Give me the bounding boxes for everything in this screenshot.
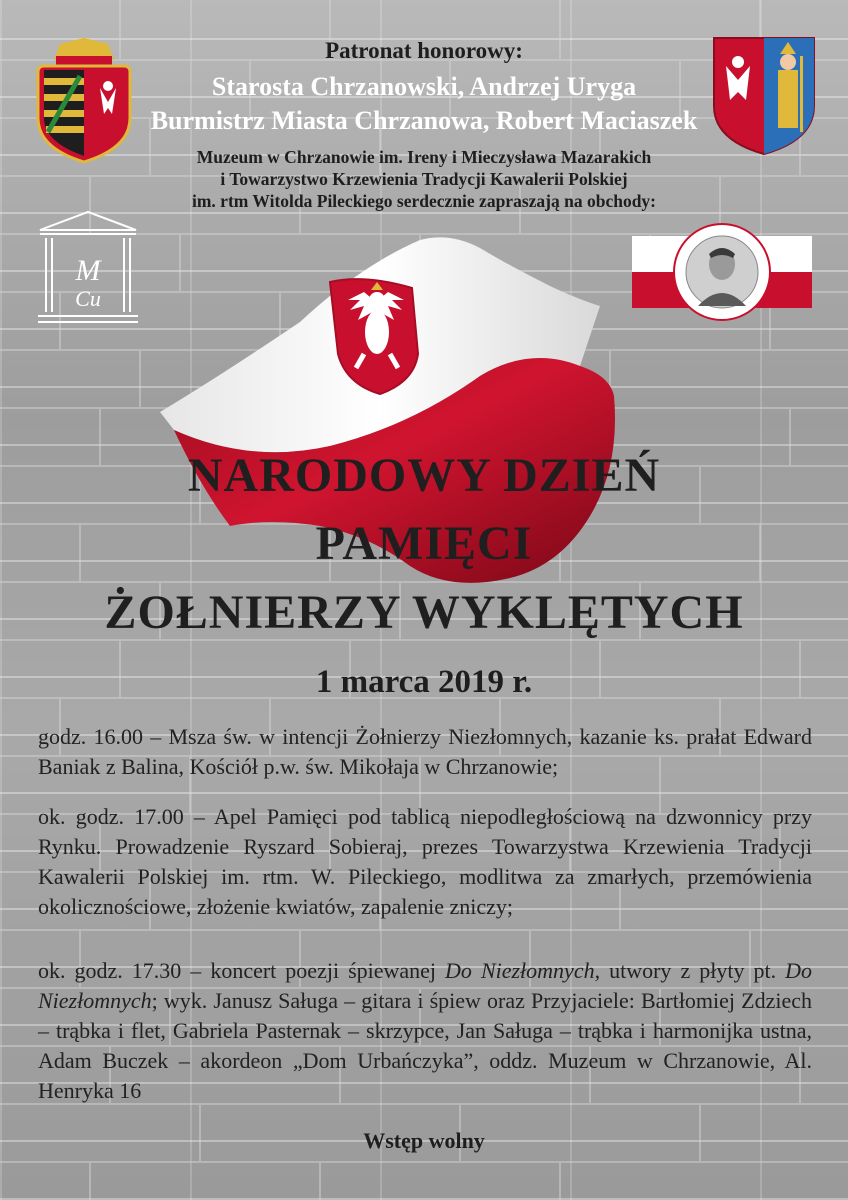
concert-title-2: Do Niezłomnych <box>38 958 812 1013</box>
concert-title-1: Do Niezłomnych <box>445 958 595 983</box>
title-line-2: PAMIĘCI <box>315 517 533 570</box>
program-item-concert <box>38 956 812 1106</box>
concert-text-c: ; wyk. Janusz Saługa – gitara i śpiew oraz Przyjaciele: Bartłomiej Zdziech – trąbka i flet, Gabriela Pasternak – skrzypce, Jan Saługa – trąbka i harmonijka ustna, Adam Buczek – akordeon „Dom Urbańczyka”, oddz. Muzeum w Chrzanowie, Al. Henryka 16 <box>38 988 812 1103</box>
concert-text-a: ok. godz. 17.30 – koncert poezji śpiewanej <box>38 958 446 983</box>
patron-starosta: Starosta Chrzanowski, Andrzej Uryga <box>211 72 637 101</box>
chrzanow-coat-of-arms-icon <box>712 36 816 156</box>
svg-text:Cu: Cu <box>75 286 101 311</box>
powiat-coat-of-arms-icon <box>34 38 134 164</box>
title-line-1: NARODOWY DZIEŃ <box>187 449 661 502</box>
svg-text:M: M <box>75 254 101 287</box>
free-entry-text: Wstęp wolny <box>363 1128 485 1153</box>
event-date: 1 marca 2019 r. <box>315 664 533 700</box>
program-item-apel: ok. godz. 17.00 – Apel Pamięci pod tablicą niepodległościową na dzwonnicy przy Rynku. Prowadzenie Ryszard Sobieraj, prezes Towarzystwa Krzewienia Tradycji Kawalerii Polskiej im. rtm. W. Pileckiego, modlitwa za zmarłych, przemówienia okolicznościowe, złożenie kwiatów, zapalenie zniczy; <box>38 804 812 919</box>
concert-text-b: , utwory z płyty pt. <box>594 958 786 983</box>
patronage-heading: Patronat honorowy: <box>325 38 523 63</box>
organizers-line-1: Muzeum w Chrzanowie im. Ireny i Mieczysława Mazarakich <box>196 147 652 167</box>
cavalry-society-badge-icon <box>632 222 812 322</box>
museum-logo-icon <box>36 208 140 326</box>
organizers-line-3: im. rtm Witolda Pileckiego serdecznie zapraszają na obchody: <box>191 191 656 211</box>
organizers-line-2: i Towarzystwo Krzewienia Tradycji Kawalerii Polskiej <box>220 169 628 189</box>
title-line-3: ŻOŁNIERZY WYKLĘTYCH <box>104 586 744 639</box>
patron-burmistrz: Burmistrz Miasta Chrzanowa, Robert Maciaszek <box>150 106 698 135</box>
program-item-mass: godz. 16.00 – Msza św. w intencji Żołnierzy Niezłomnych, kazanie ks. prałat Edward Baniak z Balina, Kościół p.w. św. Mikołaja w Chrzanowie; <box>38 724 812 779</box>
organizers-text <box>150 146 698 212</box>
